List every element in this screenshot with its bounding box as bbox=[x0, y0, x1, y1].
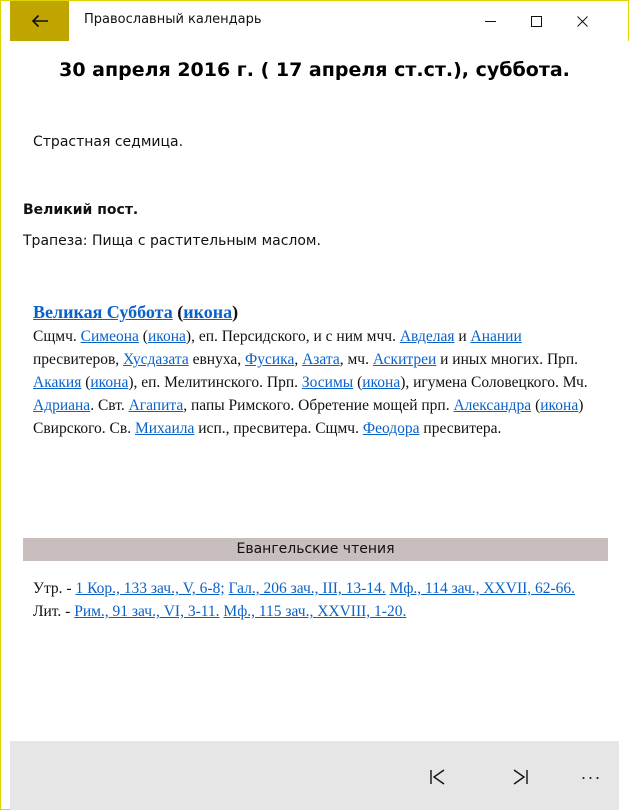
saint-link[interactable]: Александра bbox=[453, 397, 532, 414]
inline-text: Сщмч. bbox=[33, 328, 81, 345]
feast-paren-close: ) bbox=[232, 302, 239, 322]
inline-text: евнуха, bbox=[188, 351, 245, 368]
skip-next-icon bbox=[511, 768, 529, 786]
minimize-icon bbox=[485, 16, 496, 27]
saint-link[interactable]: Зосимы bbox=[301, 374, 354, 391]
feast-title bbox=[33, 300, 598, 324]
more-icon: ··· bbox=[580, 766, 602, 787]
saint-link[interactable]: Симеона bbox=[80, 328, 139, 345]
fast-food-rule: Трапеза: Пища с растительным маслом. bbox=[23, 233, 321, 249]
window-edge bbox=[619, 41, 629, 810]
title-bar bbox=[1, 1, 628, 41]
inline-text: исп., пресвитера. Сщмч. bbox=[194, 420, 363, 437]
arrow-left-icon bbox=[31, 14, 49, 28]
feast-paren-open: ( bbox=[172, 302, 184, 322]
feast-link[interactable]: Великая Суббота bbox=[33, 302, 173, 322]
inline-text: Утр. - bbox=[33, 580, 76, 597]
close-icon bbox=[577, 16, 588, 27]
saint-link[interactable]: Адриана bbox=[33, 397, 91, 414]
inline-text: , папы Римского. Обретение мощей прп. bbox=[183, 397, 454, 414]
saint-link[interactable]: Агапита bbox=[128, 397, 184, 414]
saint-link[interactable]: Акакия bbox=[33, 374, 82, 391]
maximize-button[interactable] bbox=[513, 1, 559, 41]
saint-link[interactable]: Фусика bbox=[245, 351, 295, 368]
inline-text: , bbox=[294, 351, 303, 368]
saint-link[interactable]: Хусдазата bbox=[123, 351, 189, 368]
close-button[interactable] bbox=[559, 1, 605, 41]
reading-link[interactable]: 1 Кор., 133 зач., V, 6-8; bbox=[75, 580, 225, 597]
reading-link[interactable]: Гал., 206 зач., III, 13-14. bbox=[228, 580, 386, 597]
maximize-icon bbox=[531, 16, 542, 27]
inline-text: ( bbox=[531, 397, 541, 414]
saint-link[interactable]: Авделая bbox=[399, 328, 455, 345]
app-bar bbox=[10, 741, 619, 810]
minimize-button[interactable] bbox=[467, 1, 513, 41]
inline-text: Лит. - bbox=[33, 603, 75, 620]
inline-text: пресвитера. bbox=[419, 420, 502, 437]
feast-icon-link[interactable]: икона bbox=[183, 302, 233, 322]
inline-text: ), еп. Мелитинского. Прп. bbox=[128, 374, 302, 391]
inline-text: ( bbox=[138, 328, 148, 345]
saint-link[interactable]: икона bbox=[90, 374, 129, 391]
inline-text: ( bbox=[81, 374, 91, 391]
skip-previous-icon bbox=[429, 768, 447, 786]
inline-text: пресвитеров, bbox=[33, 351, 124, 368]
gospel-readings-text bbox=[33, 577, 598, 623]
saint-link[interactable]: Михаила bbox=[134, 420, 195, 437]
date-heading: 30 апреля 2016 г. ( 17 апреля ст.ст.), суббота. bbox=[59, 59, 570, 81]
saint-link[interactable]: икона bbox=[147, 328, 186, 345]
saint-link[interactable]: икона bbox=[540, 397, 579, 414]
fast-title: Великий пост. bbox=[23, 202, 139, 218]
saint-link[interactable]: икона bbox=[362, 374, 401, 391]
previous-day-button[interactable] bbox=[418, 757, 458, 797]
saint-link[interactable]: Аскитреи bbox=[372, 351, 437, 368]
inline-text: ) Свирского. Св. bbox=[33, 397, 584, 437]
reading-link[interactable]: Мф., 115 зач., XXVIII, 1-20. bbox=[223, 603, 407, 620]
inline-text: и bbox=[454, 328, 471, 345]
inline-text: . Свт. bbox=[90, 397, 129, 414]
inline-text: ), игумена Соловецкого. Мч. bbox=[400, 374, 588, 391]
back-button[interactable] bbox=[10, 1, 69, 41]
next-day-button[interactable] bbox=[500, 757, 540, 797]
gospel-readings-header: Евангельские чтения bbox=[23, 538, 608, 561]
week-name: Страстная седмица. bbox=[33, 134, 184, 150]
saint-link[interactable]: Анании bbox=[470, 328, 522, 345]
saints-text bbox=[33, 325, 598, 440]
inline-text: , мч. bbox=[339, 351, 373, 368]
inline-text: и иных многих. Прп. bbox=[436, 351, 579, 368]
reading-link[interactable]: Мф., 114 зач., XXVII, 62-66. bbox=[389, 580, 576, 597]
day-content bbox=[10, 41, 619, 741]
saint-link[interactable]: Азата bbox=[302, 351, 340, 368]
inline-text: ( bbox=[353, 374, 363, 391]
window-title: Православный календарь bbox=[84, 12, 262, 27]
more-button[interactable] bbox=[571, 757, 611, 797]
saint-link[interactable]: Феодора bbox=[362, 420, 420, 437]
saints-section bbox=[33, 300, 598, 440]
reading-link[interactable]: Рим., 91 зач., VI, 3-11. bbox=[74, 603, 220, 620]
inline-text: ), еп. Персидского, и с ним мчч. bbox=[185, 328, 400, 345]
